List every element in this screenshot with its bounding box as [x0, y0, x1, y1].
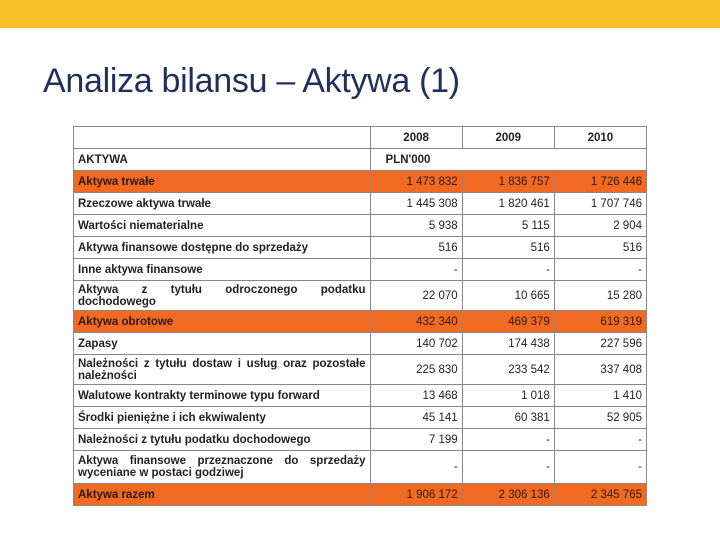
row-label: Należności z tytułu dostaw i usług oraz pozostałe należności: [74, 355, 371, 385]
row-value: 22 070: [370, 281, 462, 311]
section-label: AKTYWA: [74, 149, 371, 171]
row-label: Aktywa finansowe dostępne do sprzedaży: [74, 237, 371, 259]
row-value: -: [370, 259, 462, 281]
table-row: [74, 311, 647, 333]
header-row: [74, 127, 647, 149]
row-value: 225 830: [370, 355, 462, 385]
row-value: 516: [462, 237, 554, 259]
slide-title: Analiza bilansu – Aktywa (1): [43, 62, 460, 100]
row-value: 5 938: [370, 215, 462, 237]
row-label: Aktywa trwałe: [74, 171, 371, 193]
row-value: 174 438: [462, 333, 554, 355]
table-row: [74, 281, 647, 311]
year-header: 2009: [462, 127, 554, 149]
row-label: Środki pieniężne i ich ekwiwalenty: [74, 407, 371, 429]
row-value: -: [370, 451, 462, 484]
row-value: 516: [554, 237, 646, 259]
row-value: 1 820 461: [462, 193, 554, 215]
section-row: [74, 149, 647, 171]
row-label: Należności z tytułu podatku dochodowego: [74, 429, 371, 451]
row-value: 2 904: [554, 215, 646, 237]
row-value: 337 408: [554, 355, 646, 385]
table-row: [74, 429, 647, 451]
table-row: [74, 215, 647, 237]
row-label: Walutowe kontrakty terminowe typu forward: [74, 385, 371, 407]
row-value: 2 306 136: [462, 484, 554, 506]
row-value: 2 345 765: [554, 484, 646, 506]
row-label: Wartości niematerialne: [74, 215, 371, 237]
row-value: -: [554, 451, 646, 484]
table-row: [74, 237, 647, 259]
table-row: [74, 333, 647, 355]
row-label: Aktywa obrotowe: [74, 311, 371, 333]
row-value: -: [462, 429, 554, 451]
row-value: 5 115: [462, 215, 554, 237]
row-value: 1 906 172: [370, 484, 462, 506]
row-value: 1 018: [462, 385, 554, 407]
table-row: [74, 451, 647, 484]
row-label: Rzeczowe aktywa trwałe: [74, 193, 371, 215]
row-label: Inne aktywa finansowe: [74, 259, 371, 281]
table-row: [74, 407, 647, 429]
row-label: Aktywa z tytułu odroczonego podatku dochodowego: [74, 281, 371, 311]
row-value: 619 319: [554, 311, 646, 333]
row-value: 10 665: [462, 281, 554, 311]
row-value: 140 702: [370, 333, 462, 355]
row-value: -: [462, 451, 554, 484]
row-value: 1 410: [554, 385, 646, 407]
row-label: Aktywa razem: [74, 484, 371, 506]
table-row: [74, 193, 647, 215]
row-value: 432 340: [370, 311, 462, 333]
row-value: -: [554, 259, 646, 281]
table-row: [74, 171, 647, 193]
row-value: 60 381: [462, 407, 554, 429]
row-label: Zapasy: [74, 333, 371, 355]
row-value: 1 473 832: [370, 171, 462, 193]
row-value: 45 141: [370, 407, 462, 429]
row-value: 1 836 757: [462, 171, 554, 193]
year-header: 2008: [370, 127, 462, 149]
top-accent-bar: [0, 0, 720, 28]
unit-label: PLN'000: [370, 149, 646, 171]
table-row: [74, 484, 647, 506]
balance-sheet-table: [73, 126, 647, 506]
row-value: 52 905: [554, 407, 646, 429]
row-value: 1 726 446: [554, 171, 646, 193]
row-value: 15 280: [554, 281, 646, 311]
row-value: 469 379: [462, 311, 554, 333]
table-row: [74, 385, 647, 407]
row-value: 7 199: [370, 429, 462, 451]
table-row: [74, 355, 647, 385]
table-row: [74, 259, 647, 281]
header-empty-cell: [74, 127, 371, 149]
row-value: 227 596: [554, 333, 646, 355]
row-value: -: [462, 259, 554, 281]
row-value: 233 542: [462, 355, 554, 385]
row-value: 1 707 746: [554, 193, 646, 215]
year-header: 2010: [554, 127, 646, 149]
row-value: -: [554, 429, 646, 451]
row-value: 516: [370, 237, 462, 259]
row-value: 1 445 308: [370, 193, 462, 215]
row-label: Aktywa finansowe przeznaczone do sprzedaży wyceniane w postaci godziwej: [74, 451, 371, 484]
row-value: 13 468: [370, 385, 462, 407]
